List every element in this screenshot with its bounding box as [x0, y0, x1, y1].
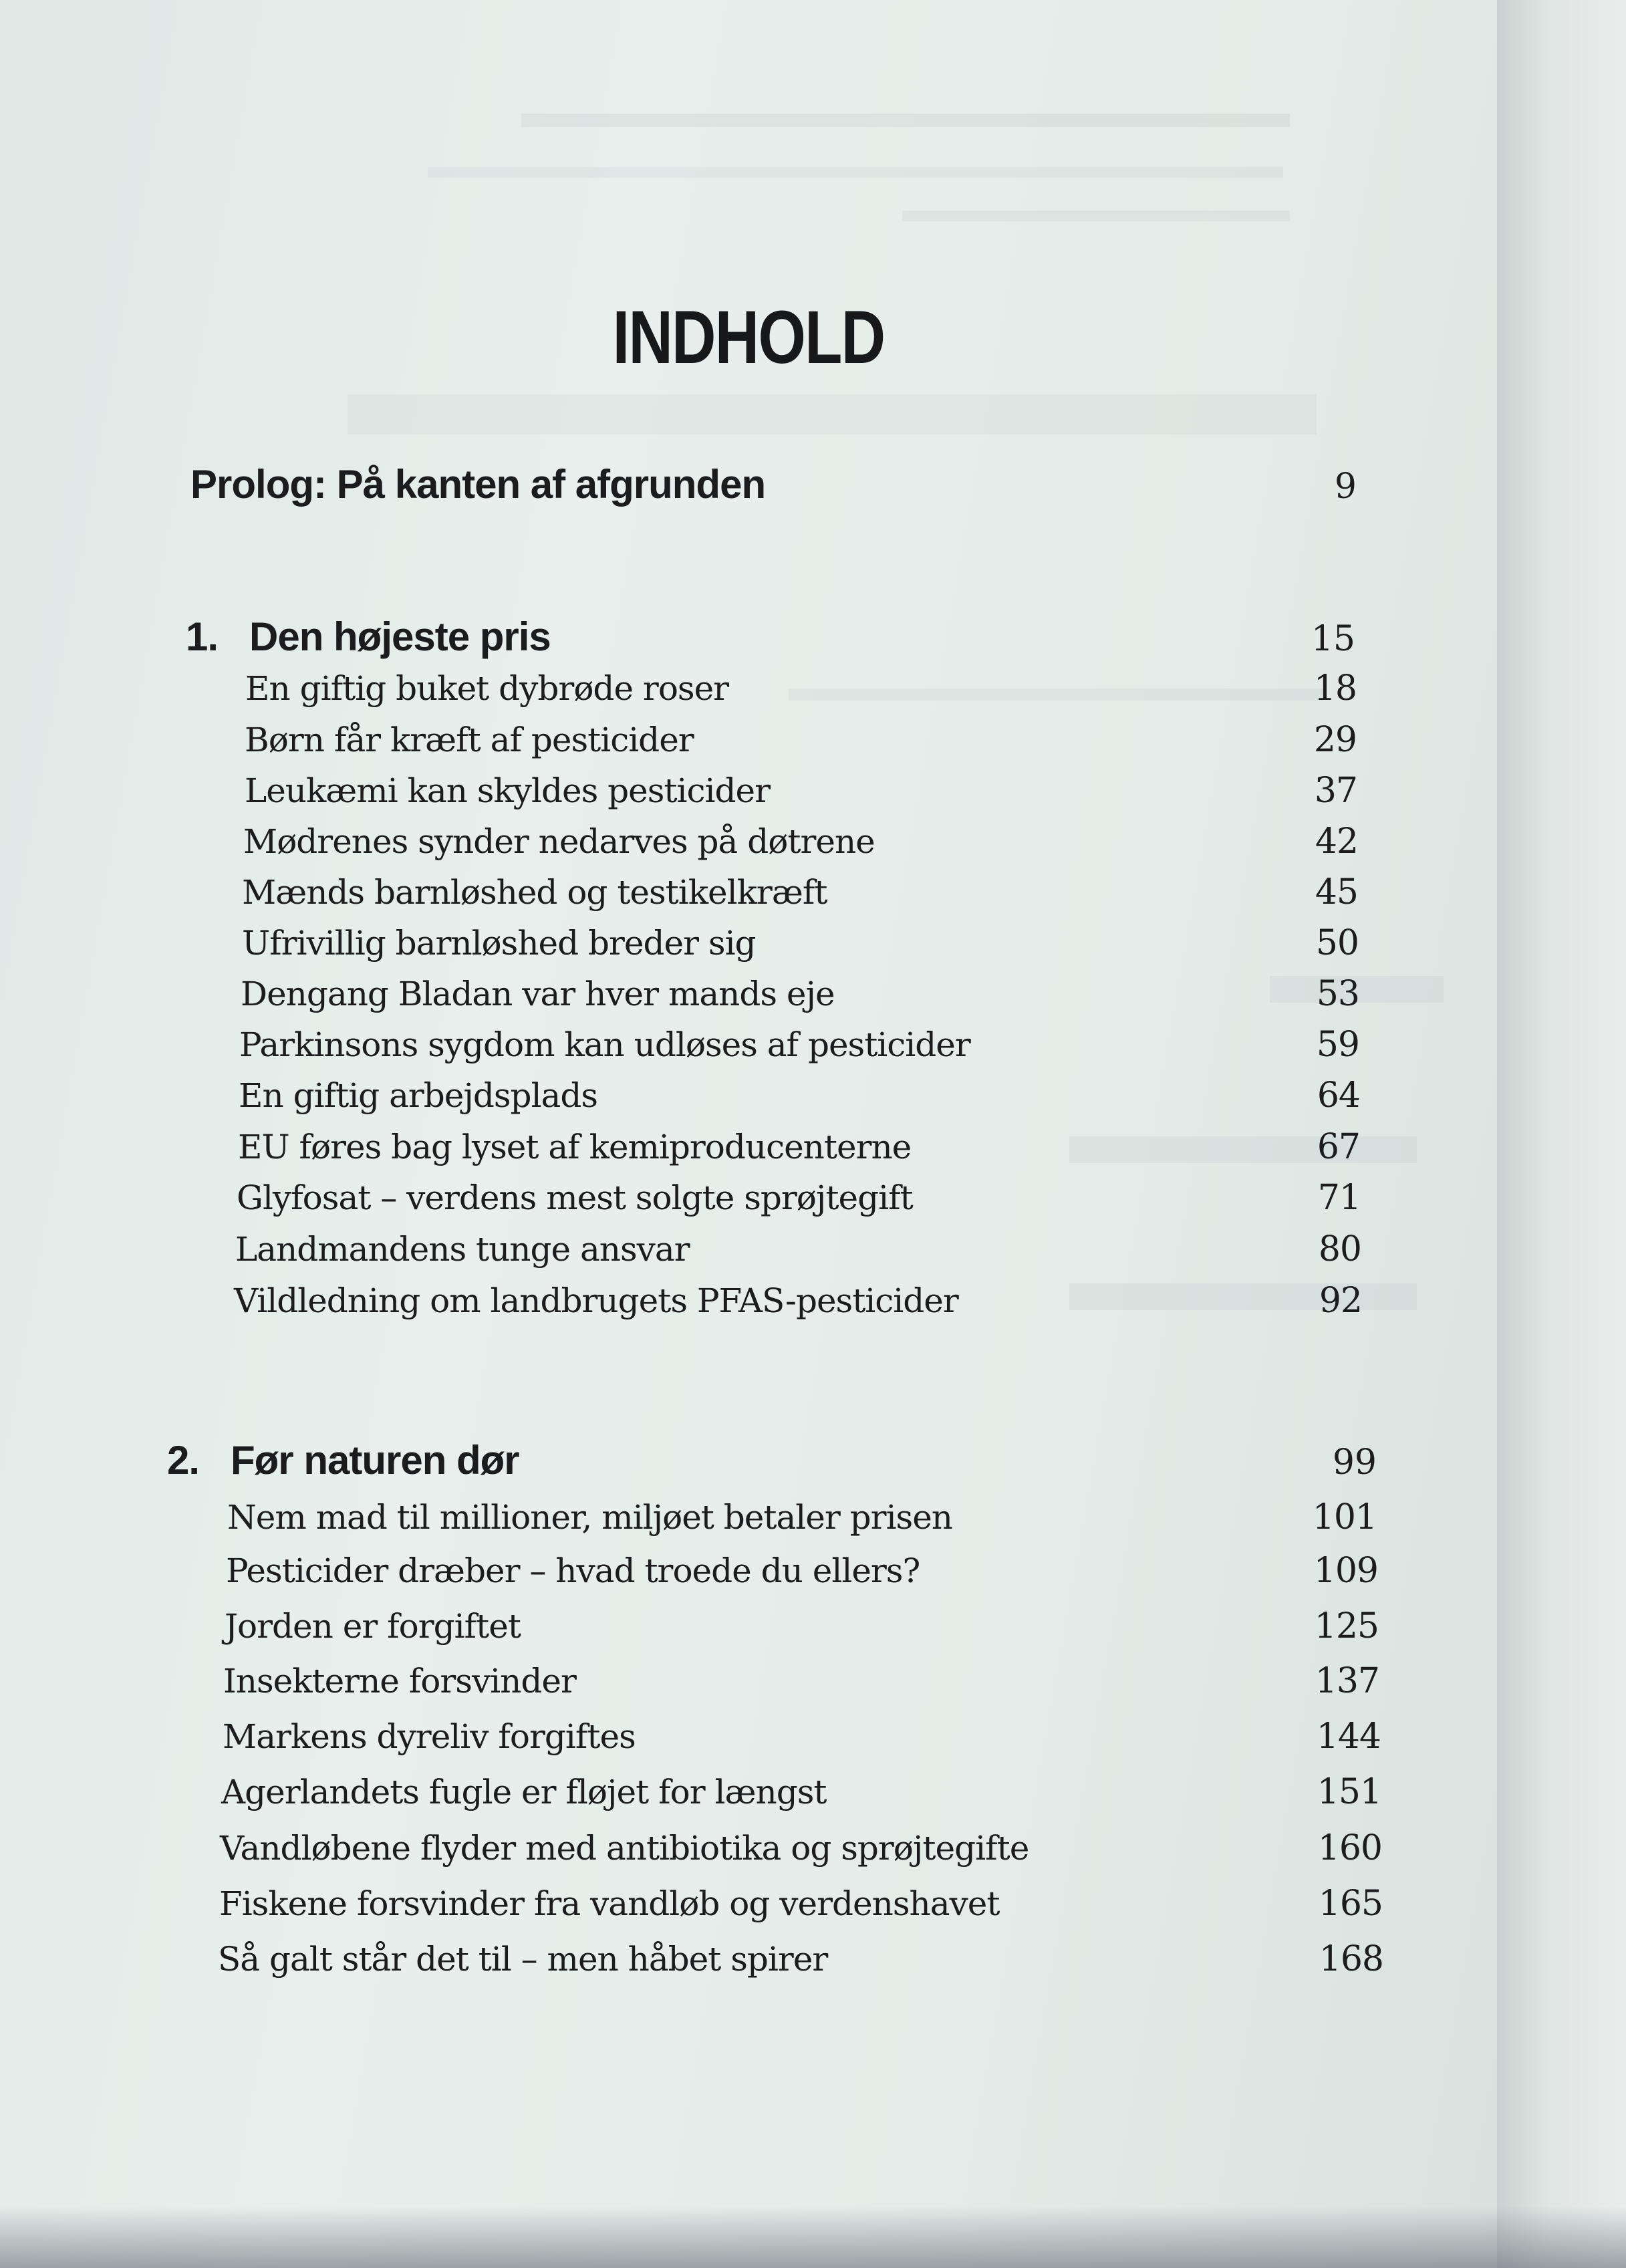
chapter-page: 15	[1311, 619, 1355, 659]
chapter-title: Den højeste pris	[249, 614, 551, 659]
entry-title: Børn får kræft af pesticider	[245, 721, 694, 759]
entry-title: Pesticider dræber – hvad troede du ellers?	[226, 1551, 920, 1590]
toc-entry	[218, 1939, 1383, 1979]
entry-page: 71	[1317, 1178, 1361, 1218]
entry-page: 137	[1315, 1661, 1379, 1701]
entry-page: 80	[1318, 1229, 1361, 1269]
entry-title: Vildledning om landbrugets PFAS-pesticider	[234, 1281, 958, 1320]
chapter-number: 2.	[167, 1438, 200, 1483]
show-through-shadow	[902, 211, 1290, 221]
page-title: INDHOLD	[612, 295, 885, 379]
toc-entry	[239, 1076, 1360, 1116]
toc-entry	[223, 1717, 1381, 1757]
entry-title: Vandløbene flyder med antibiotika og sprøjtegifte	[220, 1829, 1029, 1868]
entry-page: 53	[1316, 974, 1359, 1014]
entry-title: Insekterne forsvinder	[223, 1662, 576, 1700]
entry-title: Landmandens tunge ansvar	[235, 1230, 690, 1269]
entry-title: Fiskene forsvinder fra vandløb og verdenshavet	[219, 1884, 1000, 1923]
entry-page: 125	[1314, 1606, 1379, 1646]
toc-entry	[245, 720, 1357, 760]
entry-page: 59	[1316, 1025, 1359, 1065]
toc-entry	[221, 1772, 1381, 1812]
entry-title: Ufrivillig barnløshed breder sig	[242, 924, 756, 963]
show-through-shadow	[348, 394, 1317, 434]
toc-entry	[226, 1551, 1378, 1591]
entry-title: Glyfosat – verdens mest solgte sprøjtegift	[237, 1178, 913, 1217]
toc-entry	[227, 1497, 1377, 1537]
toc-entry	[220, 1828, 1382, 1868]
chapter-number: 1.	[186, 614, 219, 659]
entry-title: EU føres bag lyset af kemiproducenterne	[238, 1128, 912, 1166]
show-through-shadow	[521, 114, 1290, 127]
toc-entry	[223, 1661, 1379, 1701]
prolog-page: 9	[1334, 467, 1357, 507]
entry-page: 64	[1317, 1076, 1360, 1116]
toc-entry	[219, 1884, 1383, 1924]
toc-entry	[237, 1178, 1361, 1218]
entry-title: Mødrenes synder nedarves på døtrene	[243, 822, 875, 861]
entry-page: 37	[1314, 771, 1357, 811]
entry-title: Parkinsons sygdom kan udløses af pesticider	[239, 1025, 970, 1064]
toc-entry	[245, 668, 1357, 709]
entry-page: 92	[1319, 1281, 1362, 1321]
toc-entry	[235, 1229, 1361, 1269]
entry-title: Leukæmi kan skyldes pesticider	[245, 771, 770, 810]
entry-page: 144	[1316, 1717, 1381, 1757]
entry-title: Dengang Bladan var hver mands eje	[241, 975, 835, 1013]
entry-page: 101	[1312, 1497, 1377, 1537]
entry-title: En giftig arbejdsplads	[239, 1076, 598, 1115]
toc-entry	[225, 1606, 1379, 1646]
chapter-page: 99	[1332, 1442, 1377, 1483]
entry-page: 168	[1319, 1939, 1383, 1979]
entry-title: Mænds barnløshed og testikelkræft	[242, 873, 827, 912]
toc-entry	[238, 1127, 1360, 1167]
entry-title: Markens dyreliv forgiftes	[223, 1717, 636, 1756]
toc-entry	[242, 872, 1358, 912]
entry-page: 45	[1315, 872, 1358, 912]
entry-title: Agerlandets fugle er fløjet for længst	[221, 1773, 827, 1811]
entry-title: Så galt står det til – men håbet spirer	[218, 1940, 828, 1979]
bottom-shadow	[0, 2206, 1626, 2268]
entry-page: 67	[1317, 1127, 1360, 1167]
toc-chapter	[186, 614, 1355, 660]
toc-entry	[245, 771, 1357, 811]
entry-page: 42	[1315, 822, 1358, 862]
entry-page: 109	[1313, 1551, 1378, 1591]
entry-title: Nem mad til millioner, miljøet betaler prisen	[227, 1498, 953, 1537]
toc-entry	[241, 974, 1359, 1014]
toc-entry	[239, 1025, 1359, 1065]
toc-entry	[234, 1281, 1362, 1321]
entry-title: Jorden er forgiftet	[225, 1607, 521, 1646]
show-through-shadow	[428, 167, 1283, 178]
toc-entry	[242, 923, 1359, 963]
toc-prolog	[190, 461, 1357, 507]
entry-page: 160	[1317, 1828, 1382, 1868]
prolog-title: Prolog: På kanten af afgrunden	[190, 462, 766, 507]
page-edge	[1497, 0, 1626, 2268]
entry-page: 50	[1315, 923, 1359, 963]
chapter-title: Før naturen dør	[231, 1438, 519, 1483]
entry-page: 29	[1313, 720, 1357, 760]
entry-page: 151	[1317, 1772, 1381, 1812]
entry-title: En giftig buket dybrøde roser	[245, 669, 729, 708]
toc-chapter	[167, 1437, 1377, 1483]
toc-entry	[243, 822, 1358, 862]
entry-page: 165	[1318, 1884, 1383, 1924]
entry-page: 18	[1313, 668, 1357, 709]
